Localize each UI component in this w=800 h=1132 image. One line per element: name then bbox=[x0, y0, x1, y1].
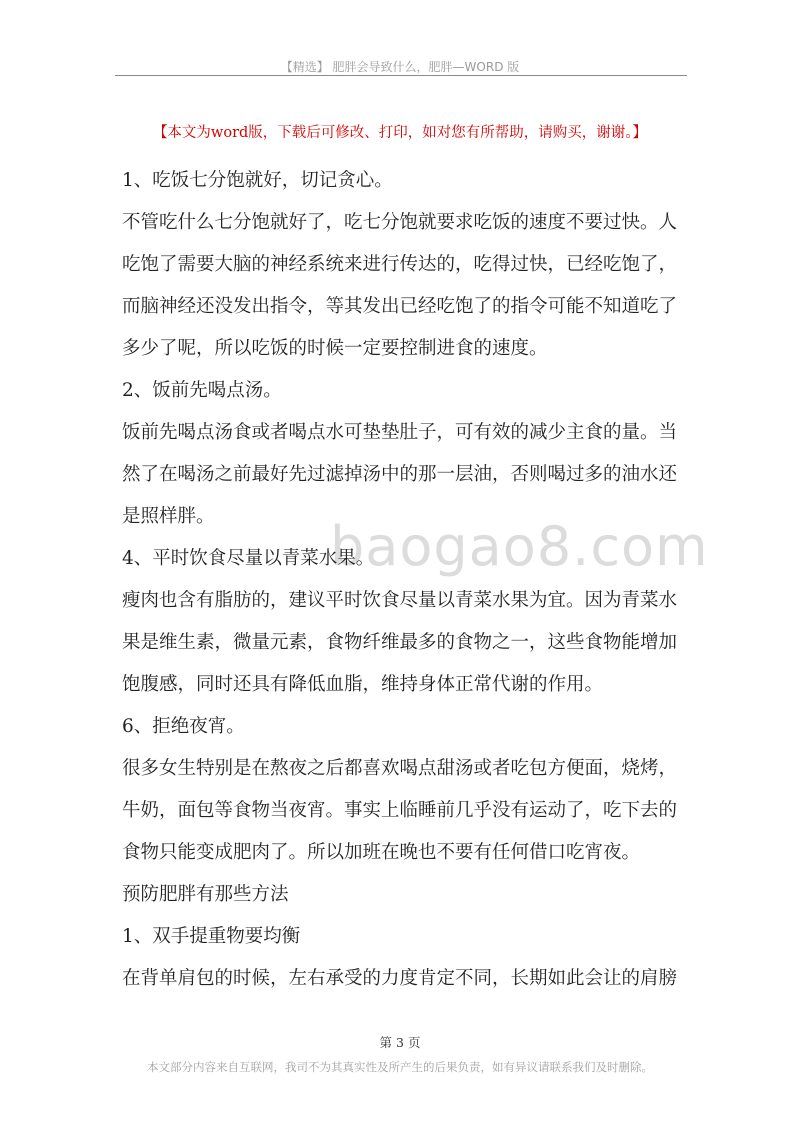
page-number: 第 3 页 bbox=[379, 1035, 421, 1050]
paragraph-line: 不管吃什么七分饱就好了，吃七分饱就要求吃饭的速度不要过快。人 bbox=[122, 212, 678, 233]
paragraph-line: 多少了呢，所以吃饭的时候一定要控制进食的速度。 bbox=[122, 338, 548, 359]
paragraph-line: 然了在喝汤之前最好先过滤掉汤中的那一层油，否则喝过多的油水还 bbox=[122, 464, 678, 485]
section-heading: 预防肥胖有那些方法 bbox=[122, 884, 289, 905]
paragraph-line: 是照样胖。 bbox=[122, 506, 215, 527]
paragraph-line: 瘦肉也含有脂肪的，建议平时饮食尽量以青菜水果为宜。因为青菜水 bbox=[122, 590, 678, 611]
paragraph-line: 饭前先喝点汤食或者喝点水可垫垫肚子，可有效的减少主食的量。当 bbox=[122, 422, 678, 443]
paragraph-line: 吃饱了需要大脑的神经系统来进行传达的，吃得过快，已经吃饱了， bbox=[122, 254, 678, 275]
paragraph-line: 很多女生特别是在熬夜之后都喜欢喝点甜汤或者吃包方便面，烧烤， bbox=[122, 758, 678, 779]
heading-line: 6、拒绝夜宵。 bbox=[122, 716, 245, 737]
heading-line: 2、饭前先喝点汤。 bbox=[122, 380, 282, 401]
paragraph-line: 饱腹感，同时还具有降低血脂，维持身体正常代谢的作用。 bbox=[122, 674, 604, 695]
paragraph-line: 在背单肩包的时候，左右承受的力度肯定不同，长期如此会让的肩膀 bbox=[122, 968, 678, 989]
paragraph-line: 牛奶，面包等食物当夜宵。事实上临睡前几乎没有运动了，吃下去的 bbox=[122, 800, 678, 821]
download-notice: 【本文为word版，下载后可修改、打印，如对您有所帮助，请购买，谢谢。】 bbox=[152, 125, 648, 141]
page-header: 【精选】 肥胖会导致什么，肥胖—WORD 版 bbox=[280, 60, 520, 74]
paragraph-line: 食物只能变成肥肉了。所以加班在晚也不要有任何借口吃宵夜。 bbox=[122, 842, 641, 863]
heading-line: 1、双手提重物要均衡 bbox=[122, 926, 301, 947]
heading-line: 1、吃饭七分饱就好，切记贪心。 bbox=[122, 170, 393, 191]
paragraph-line: 果是维生素，微量元素，食物纤维最多的食物之一，这些食物能增加 bbox=[122, 632, 678, 653]
heading-line: 4、平时饮食尽量以青菜水果。 bbox=[122, 548, 375, 569]
paragraph-line: 而脑神经还没发出指令，等其发出已经吃饱了的指令可能不知道吃了 bbox=[122, 296, 678, 317]
footer-disclaimer: 本文部分内容来自互联网，我司不为其真实性及所产生的后果负责，如有异议请联系我们及时删除。 bbox=[147, 1060, 653, 1074]
watermark: baogao8.com bbox=[330, 515, 709, 578]
header-divider bbox=[115, 75, 687, 76]
